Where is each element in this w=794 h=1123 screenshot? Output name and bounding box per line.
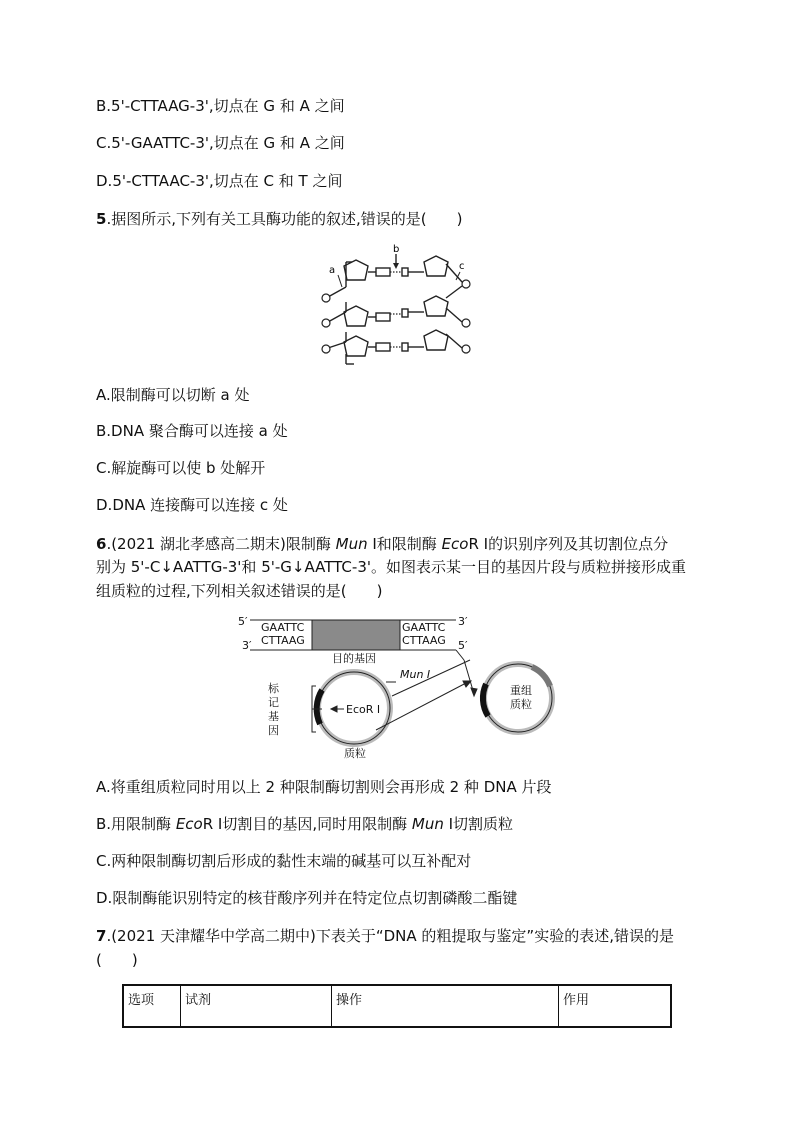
eco-enzyme: Eco [175, 815, 203, 833]
seq-bottom-left: CTTAAG [261, 634, 305, 647]
q5-number: 5 [96, 210, 107, 228]
mun-enzyme: Mun [335, 535, 368, 553]
q5-option-c: C.解旋酶可以使 b 处解开 [96, 459, 266, 477]
recomb-label-2: 质粒 [510, 698, 532, 711]
q7-stem-line2: ( ) [96, 951, 138, 969]
table-header-cell: 操作 [332, 985, 559, 1027]
seq-bottom-right: CTTAAG [402, 634, 446, 647]
eco-roman: R Ⅰ [468, 535, 489, 553]
table-header-cell: 作用 [559, 985, 672, 1027]
table-header-cell: 选项 [123, 985, 181, 1027]
q6-option-b [96, 814, 513, 834]
q6-stem-part: 的识别序列及其切割位点分 [488, 535, 669, 553]
q5-stem-text: .据图所示,下列有关工具酶功能的叙述,错误的是( ) [106, 210, 463, 228]
mun-site-label: Mun Ⅰ [400, 668, 431, 681]
q6-optb-part: R Ⅰ切割目的基因,同时用限制酶 [202, 815, 412, 833]
eco-site-label: EcoR Ⅰ [346, 703, 381, 716]
q6-stem-part: 和限制酶 [376, 535, 442, 553]
q6-stem-line2: 别为 5'-C↓AATTG-3'和 5'-G↓AATTC-3'。如图表示某一目的基因片段与质粒拼接形成重 [96, 558, 686, 576]
marker-label-1: 标 [268, 682, 279, 695]
plasmid-label: 质粒 [344, 747, 366, 760]
q6-stem-line3: 组质粒的过程,下列相关叙述错误的是( ) [96, 582, 383, 600]
mun-enzyme: Mun [411, 815, 444, 833]
q6-option-c: C.两种限制酶切割后形成的黏性末端的碱基可以互补配对 [96, 852, 472, 870]
q4-option-b: B.5'-CTTAAG-3',切点在 G 和 A 之间 [96, 97, 345, 115]
roman-one: Ⅰ [367, 535, 377, 553]
q5-option-a: A.限制酶可以切断 a 处 [96, 386, 250, 404]
q7-stem [96, 926, 674, 946]
seq-top-right: GAATTC [402, 621, 446, 634]
dna-structure-figure [316, 242, 476, 372]
eco-enzyme: Eco [441, 535, 469, 553]
q5-option-d: D.DNA 连接酶可以连接 c 处 [96, 496, 288, 514]
q7-number: 7 [96, 927, 107, 945]
q7-table [122, 984, 672, 1028]
q6-option-d: D.限制酶能识别特定的核苷酸序列并在特定位点切割磷酸二酯键 [96, 889, 518, 907]
label-a: a [329, 265, 336, 276]
table-header-cell: 试剂 [181, 985, 332, 1027]
label-b: b [393, 244, 400, 255]
q6-option-a: A.将重组质粒同时用以上 2 种限制酶切割则会再形成 2 种 DNA 片段 [96, 778, 552, 796]
q6-optb-part: Ⅰ切割质粒 [443, 815, 514, 833]
q5-option-b: B.DNA 聚合酶可以连接 a 处 [96, 422, 288, 440]
label-c: c [459, 261, 465, 272]
three-prime-top: 3′ [458, 615, 468, 628]
target-gene-label: 目的基因 [332, 652, 376, 665]
q6-stem-line1 [96, 534, 668, 554]
marker-label-2: 记 [268, 696, 279, 709]
three-prime-bottom: 3′ [242, 639, 252, 652]
q4-option-c: C.5'-GAATTC-3',切点在 G 和 A 之间 [96, 134, 345, 152]
marker-label-3: 基 [268, 710, 279, 723]
q6-optb-part: B.用限制酶 [96, 815, 176, 833]
marker-label-4: 因 [268, 724, 279, 737]
q4-option-d: D.5'-CTTAAC-3',切点在 C 和 T 之间 [96, 172, 343, 190]
q6-stem-part: .(2021 湖北孝感高二期末)限制酶 [106, 535, 336, 553]
five-prime-top: 5′ [238, 615, 248, 628]
seq-top-left: GAATTC [261, 621, 305, 634]
five-prime-bottom: 5′ [458, 639, 468, 652]
recomb-label-1: 重组 [510, 684, 532, 697]
table-header-row [123, 985, 671, 1027]
plasmid-figure [236, 612, 566, 762]
q5-stem [96, 209, 462, 229]
q6-number: 6 [96, 535, 107, 553]
q7-stem-text: .(2021 天津耀华中学高二期中)下表关于“DNA 的粗提取与鉴定”实验的表述,错误的是 [106, 927, 674, 945]
